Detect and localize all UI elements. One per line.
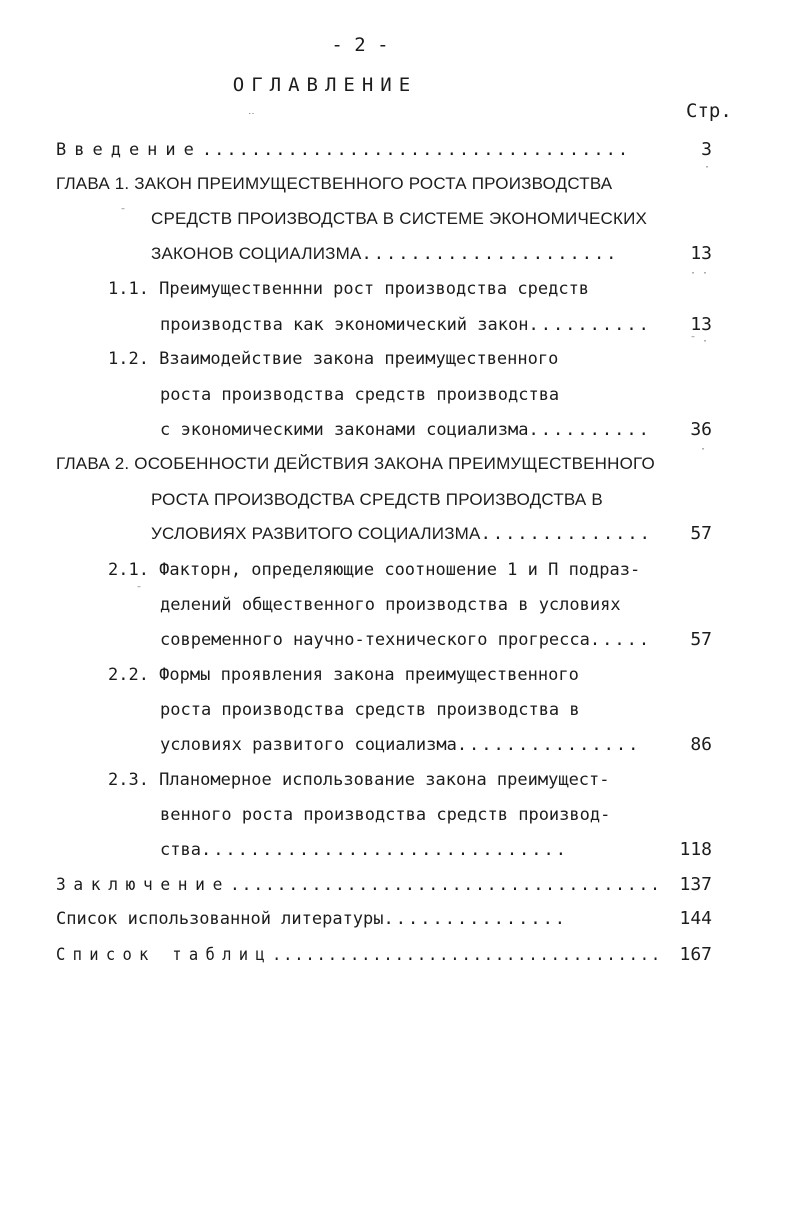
toc-entry-text: роста производства средств производства в — [160, 700, 580, 720]
toc-page-number: 167 — [679, 944, 712, 965]
toc-entry-text: венного роста производства средств производ- — [160, 805, 611, 825]
toc-entry-text: Заключение — [56, 875, 230, 895]
toc-entry-text: Введение — [56, 140, 202, 160]
toc-entry-text: СРЕДСТВ ПРОИЗВОДСТВА В СИСТЕМЕ ЭКОНОМИЧЕСКИХ — [151, 209, 648, 228]
toc-entry-text: Список таблиц — [56, 945, 272, 965]
toc-page-number: 86 — [690, 734, 712, 755]
toc-page-number: 57 — [690, 523, 712, 544]
scan-speck: · · — [690, 268, 709, 279]
toc-entry-text: ГЛАВА 1. ЗАКОН ПРЕИМУЩЕСТВЕННОГО РОСТА ПРОИЗВОДСТВА — [56, 174, 613, 193]
toc-entry-text: ЗАКОНОВ СОЦИАЛИЗМА — [151, 244, 362, 263]
toc-page-number: 13 — [690, 243, 712, 264]
scan-speck: ˉ · — [690, 336, 709, 347]
toc-page-number: 57 — [690, 629, 712, 650]
toc-entry-text: современного научно-технического прогресса — [160, 630, 590, 650]
toc-entry-text: ГЛАВА 2. ОСОБЕННОСТИ ДЕЙСТВИЯ ЗАКОНА ПРЕИМУЩЕСТВЕННОГО — [56, 454, 655, 473]
toc-entry-text: ства — [160, 840, 201, 860]
scan-speck: ‥ — [248, 106, 255, 117]
toc-page-number: 3 — [701, 139, 712, 160]
toc-entry-text: РОСТА ПРОИЗВОДСТВА СРЕДСТВ ПРОИЗВОДСТВА В — [151, 490, 603, 509]
toc-entry-text: 1.1. Преимущественнни рост производства средств — [108, 279, 590, 299]
toc-entry-text: 1.2. Взаимодействие закона преимущественного — [108, 349, 559, 369]
scan-speck: · — [700, 444, 707, 455]
toc-entry-text: 2.1. Факторн, определяющие соотношение 1 и П подраз- — [108, 560, 641, 580]
toc-entry-text: производства как экономический закон — [160, 315, 529, 335]
toc-entry-text: 2.2. Формы проявления закона преимущественного — [108, 665, 579, 685]
toc-entry-text: УСЛОВИЯХ РАЗВИТОГО СОЦИАЛИЗМА — [151, 524, 481, 543]
page-number: - 2 - — [331, 34, 389, 56]
toc-page-number: 137 — [679, 874, 712, 895]
scan-speck: · — [704, 162, 711, 173]
toc-page-number: 36 — [690, 419, 712, 440]
toc-page-number: 144 — [679, 908, 712, 929]
toc-entry-text: роста производства средств производства — [160, 385, 560, 405]
toc-entry-text: условиях развитого социализма — [160, 735, 457, 755]
toc-page-number: 13 — [690, 314, 712, 335]
toc-entry-text: делений общественного производства в условиях — [160, 595, 621, 615]
page-column-label: Стр. — [686, 100, 732, 122]
toc-entry-text: 2.3. Планомерное использование закона преимущест- — [108, 770, 610, 790]
page-title: ОГЛАВЛЕНИЕ — [232, 74, 418, 96]
scan-speck: ˉ — [136, 586, 143, 597]
toc-entry-text: с экономическими законами социализма — [160, 420, 529, 440]
toc-page-number: 118 — [679, 839, 712, 860]
scan-speck: ˉ — [120, 208, 127, 219]
toc-entry-text: Список использованной литературы — [56, 909, 384, 929]
